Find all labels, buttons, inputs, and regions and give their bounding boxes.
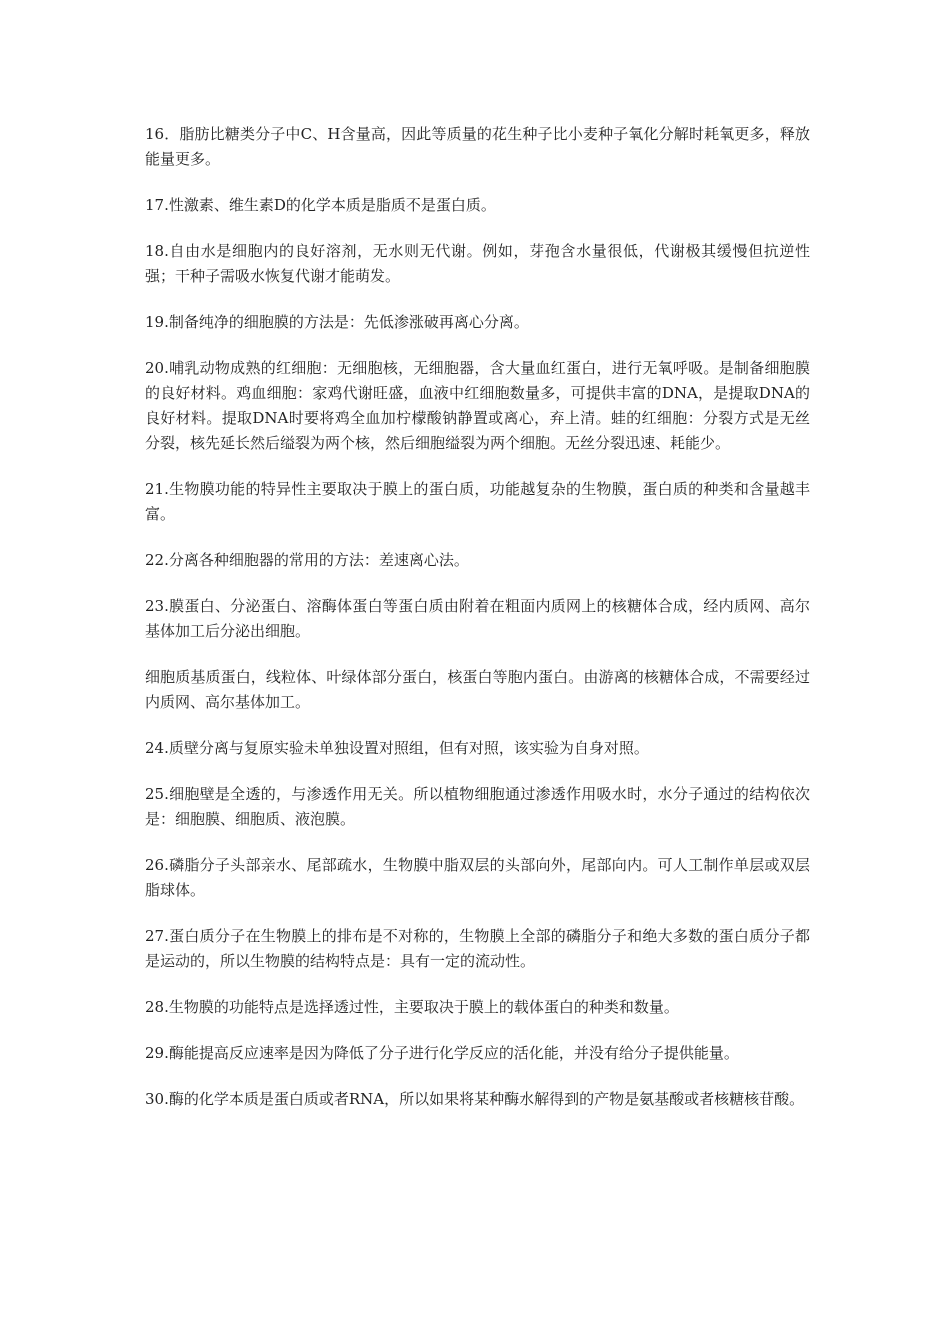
- paragraph-18: 18.自由水是细胞内的良好溶剂，无水则无代谢。例如，芽孢含水量很低，代谢极其缓慢但抗逆性强；干种子需吸水恢复代谢才能萌发。: [145, 242, 810, 285]
- paragraph-24: 24.质壁分离与复原实验未单独设置对照组，但有对照，该实验为自身对照。: [145, 739, 649, 757]
- document-body: [145, 122, 810, 1133]
- paragraph-25: 25.细胞壁是全透的，与渗透作用无关。所以植物细胞通过渗透作用吸水时，水分子通过的结构依次是：细胞膜、细胞质、液泡膜。: [145, 785, 810, 828]
- paragraph-29: 29.酶能提高反应速率是因为降低了分子进行化学反应的活化能，并没有给分子提供能量。: [145, 1044, 739, 1062]
- paragraph-20: 20.哺乳动物成熟的红细胞：无细胞核，无细胞器，含大量血红蛋白，进行无氧呼吸。是制备细胞膜的良好材料。鸡血细胞：家鸡代谢旺盛，血液中红细胞数量多，可提供丰富的DNA，是提取DNA的良好材料。提取DNA时要将鸡全血加柠檬酸钠静置或离心，弃上清。蛙的红细胞：分裂方式是无丝分裂，核先延长然后缢裂为两个核，然后细胞缢裂为两个细胞。无丝分裂迅速、耗能少。: [145, 359, 810, 452]
- paragraph-17: 17.性激素、维生素D的化学本质是脂质不是蛋白质。: [145, 196, 496, 214]
- paragraph-23-continued: 细胞质基质蛋白，线粒体、叶绿体部分蛋白，核蛋白等胞内蛋白。由游离的核糖体合成，不需要经过内质网、高尔基体加工。: [145, 668, 810, 711]
- paragraph-16: 16．脂肪比糖类分子中C、H含量高，因此等质量的花生种子比小麦种子氧化分解时耗氧更多，释放能量更多。: [145, 125, 810, 168]
- paragraph-26: 26.磷脂分子头部亲水、尾部疏水，生物膜中脂双层的头部向外，尾部向内。可人工制作单层或双层脂球体。: [145, 856, 810, 899]
- paragraph-19: 19.制备纯净的细胞膜的方法是：先低渗涨破再离心分离。: [145, 313, 529, 331]
- paragraph-23: 23.膜蛋白、分泌蛋白、溶酶体蛋白等蛋白质由附着在粗面内质网上的核糖体合成，经内质网、高尔基体加工后分泌出细胞。: [145, 597, 810, 640]
- paragraph-28: 28.生物膜的功能特点是选择透过性，主要取决于膜上的载体蛋白的种类和数量。: [145, 998, 679, 1016]
- paragraph-22: 22.分离各种细胞器的常用的方法：差速离心法。: [145, 551, 469, 569]
- paragraph-27: 27.蛋白质分子在生物膜上的排布是不对称的，生物膜上全部的磷脂分子和绝大多数的蛋白质分子都是运动的，所以生物膜的结构特点是：具有一定的流动性。: [145, 927, 810, 970]
- paragraph-30: 30.酶的化学本质是蛋白质或者RNA，所以如果将某种酶水解得到的产物是氨基酸或者核糖核苷酸。: [145, 1090, 805, 1108]
- paragraph-21: 21.生物膜功能的特异性主要取决于膜上的蛋白质，功能越复杂的生物膜，蛋白质的种类和含量越丰富。: [145, 480, 810, 523]
